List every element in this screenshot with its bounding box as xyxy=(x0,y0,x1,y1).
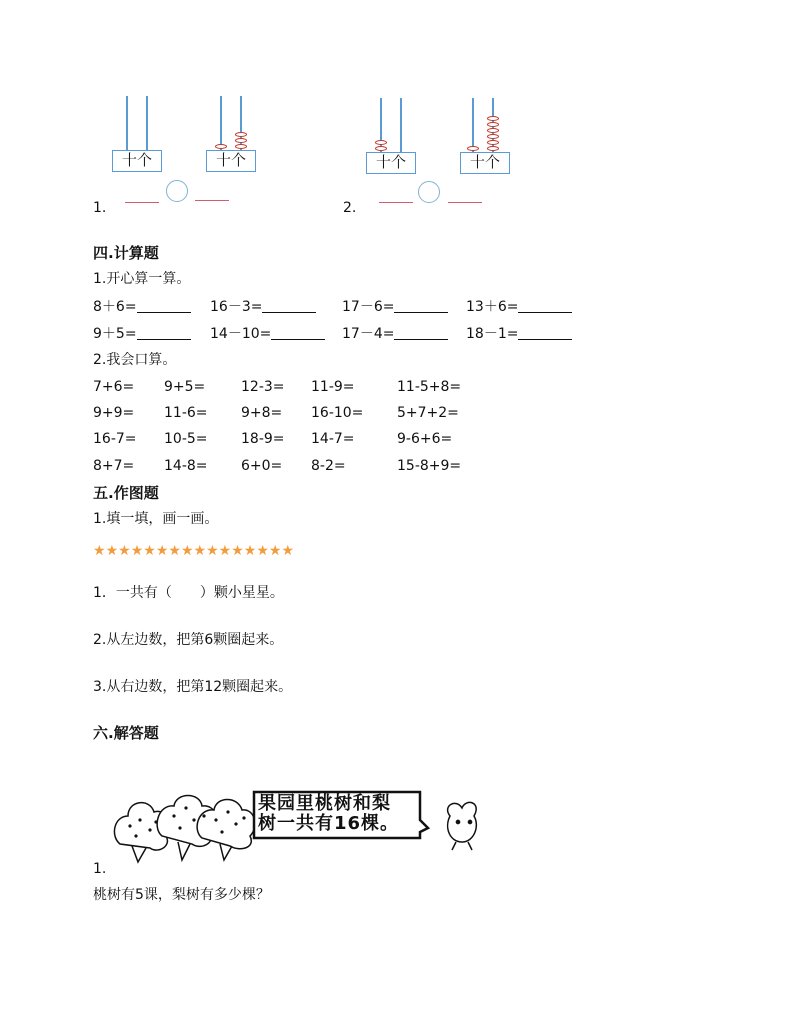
star-icon[interactable]: ★ xyxy=(180,543,194,559)
star-icon[interactable]: ★ xyxy=(130,543,144,559)
abacus-rod xyxy=(220,96,222,150)
compare-circle[interactable] xyxy=(418,181,440,203)
abacus-bead xyxy=(235,138,247,143)
calc-item: 8＋6= xyxy=(93,298,191,316)
mental-item: 18-9= xyxy=(241,431,285,447)
speech-line: 树一共有16棵。 xyxy=(258,813,400,834)
question-item: 1．一共有（ ）颗小星星。 xyxy=(93,585,284,601)
abacus-place-label: 十个 xyxy=(206,150,256,172)
mental-item: 8-2= xyxy=(311,458,346,474)
star-row xyxy=(93,540,294,558)
mental-item: 5+7+2= xyxy=(397,405,459,421)
mental-item: 11-9= xyxy=(311,379,355,395)
star-icon[interactable]: ★ xyxy=(231,543,244,559)
section-heading-draw: 五.作图题 xyxy=(93,484,159,502)
problem-number: 1. xyxy=(93,861,107,877)
answer-blank[interactable] xyxy=(394,325,448,340)
mental-item: 14-8= xyxy=(164,458,208,474)
abacus-bead xyxy=(487,122,499,127)
calc-item: 16－3= xyxy=(210,298,316,316)
speech-line: 果园里桃树和梨 xyxy=(258,793,391,814)
mental-item: 12-3= xyxy=(241,379,285,395)
mental-item: 7+6= xyxy=(93,379,135,395)
mental-item: 16-7= xyxy=(93,431,137,447)
abacus-bead xyxy=(487,134,499,139)
question-item: 2.从左边数，把第6颗圈起来。 xyxy=(93,632,284,648)
mental-row xyxy=(0,404,794,424)
abacus-place-label: 十个 xyxy=(112,150,162,172)
mental-item: 9+9= xyxy=(93,405,135,421)
star-icon[interactable]: ★ xyxy=(155,543,169,559)
star-icon[interactable]: ★ xyxy=(168,543,181,559)
mental-item: 9+8= xyxy=(241,405,283,421)
abacus-rod xyxy=(126,96,128,150)
abacus-bead xyxy=(235,144,247,149)
calc-item: 9＋5= xyxy=(93,325,191,343)
star-icon[interactable]: ★ xyxy=(268,543,282,559)
mental-item: 6+0= xyxy=(241,458,283,474)
star-icon[interactable]: ★ xyxy=(118,543,131,559)
mental-item: 15-8+9= xyxy=(397,458,462,474)
star-icon[interactable]: ★ xyxy=(105,543,119,559)
abacus-bead xyxy=(375,146,387,151)
mental-item: 16-10= xyxy=(311,405,364,421)
section-heading-answer: 六.解答题 xyxy=(93,724,159,742)
word-problem-question: 桃树有5课，梨树有多少棵？ xyxy=(93,887,270,903)
calc-item: 18－1= xyxy=(466,325,572,343)
question-prompt: 1.开心算一算。 xyxy=(93,271,191,287)
mental-row xyxy=(0,457,794,477)
calc-row-1 xyxy=(0,298,794,318)
abacus-bead xyxy=(487,116,499,121)
mental-row xyxy=(0,378,794,398)
question-prompt: 1.填一填，画一画。 xyxy=(93,511,219,527)
answer-blank[interactable] xyxy=(262,298,316,313)
illustration xyxy=(110,786,500,870)
mental-item: 10-5= xyxy=(164,431,208,447)
mental-item: 8+7= xyxy=(93,458,135,474)
abacus-bead xyxy=(487,128,499,133)
answer-blank[interactable] xyxy=(137,325,191,340)
star-icon[interactable]: ★ xyxy=(206,543,219,559)
question-prompt: 2.我会口算。 xyxy=(93,352,177,368)
abacus-place-label: 十个 xyxy=(366,152,416,174)
answer-blank[interactable] xyxy=(518,298,572,313)
star-icon[interactable]: ★ xyxy=(218,543,232,559)
star-icon[interactable]: ★ xyxy=(243,543,257,559)
abacus-rod xyxy=(400,98,402,152)
answer-blank[interactable] xyxy=(125,202,159,203)
calc-item: 17－4= xyxy=(342,325,448,343)
compare-circle[interactable] xyxy=(166,180,188,202)
star-icon[interactable]: ★ xyxy=(281,543,294,559)
problem-number: 2. xyxy=(343,200,357,216)
mental-item: 11-6= xyxy=(164,405,208,421)
calc-item: 14－10= xyxy=(210,325,325,343)
problem-number: 1. xyxy=(93,200,107,216)
section-heading-calc: 四.计算题 xyxy=(93,244,159,262)
mental-item: 9+5= xyxy=(164,379,206,395)
mental-row xyxy=(0,430,794,450)
abacus-bead xyxy=(487,146,499,151)
abacus-bead xyxy=(235,132,247,137)
mental-item: 11-5+8= xyxy=(397,379,462,395)
question-item: 3.从右边数，把第12颗圈起来。 xyxy=(93,679,293,695)
abacus-bead xyxy=(215,144,227,149)
answer-blank[interactable] xyxy=(518,325,572,340)
abacus-rod xyxy=(146,96,148,150)
calc-item: 13＋6= xyxy=(466,298,572,316)
abacus-bead xyxy=(375,140,387,145)
star-icon[interactable]: ★ xyxy=(93,543,106,559)
mental-item: 14-7= xyxy=(311,431,355,447)
answer-blank[interactable] xyxy=(394,298,448,313)
calc-item: 17－6= xyxy=(342,298,448,316)
abacus-bead xyxy=(467,146,479,151)
answer-blank[interactable] xyxy=(379,202,413,203)
answer-blank[interactable] xyxy=(195,200,229,201)
speech-bubble-text xyxy=(258,794,399,834)
answer-blank[interactable] xyxy=(271,325,325,340)
answer-blank[interactable] xyxy=(448,202,482,203)
star-icon[interactable]: ★ xyxy=(256,543,269,559)
calc-row-2 xyxy=(0,325,794,345)
star-icon[interactable]: ★ xyxy=(143,543,156,559)
abacus-place-label: 十个 xyxy=(460,152,510,174)
answer-blank[interactable] xyxy=(137,298,191,313)
abacus-rod xyxy=(472,98,474,152)
star-icon[interactable]: ★ xyxy=(193,543,207,559)
abacus-bead xyxy=(487,140,499,145)
mental-item: 9-6+6= xyxy=(397,431,453,447)
